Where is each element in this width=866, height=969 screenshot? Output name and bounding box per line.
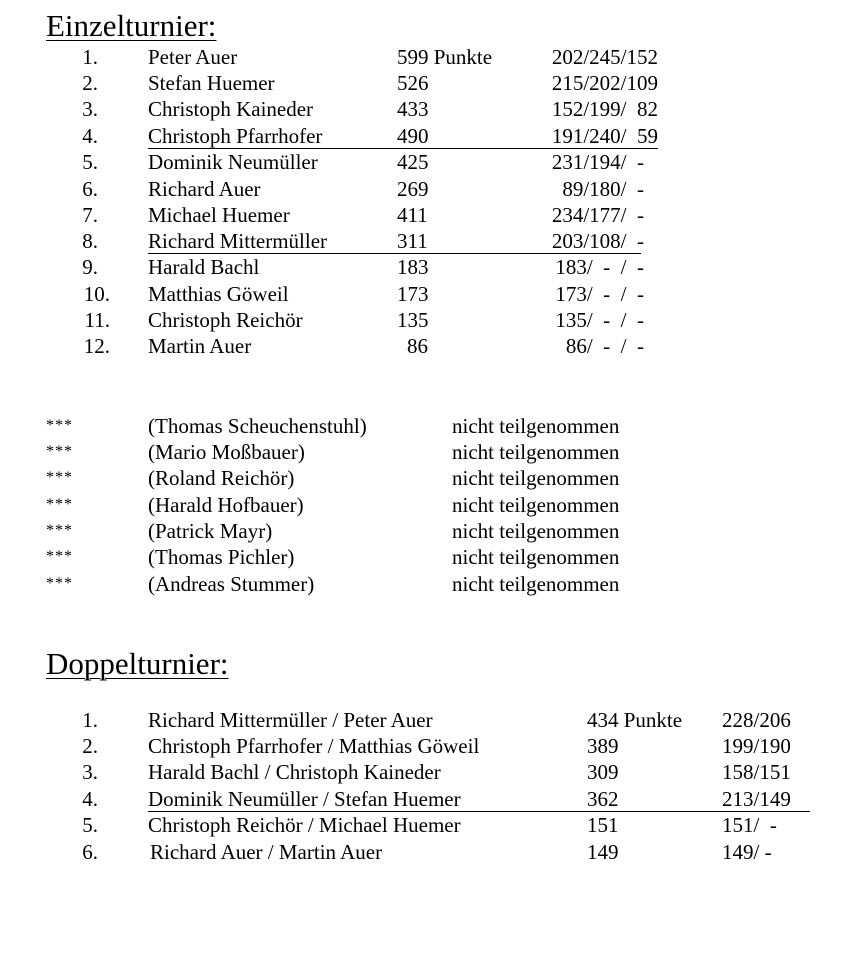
game-series: 86/ - / - <box>565 334 644 358</box>
game-series: 89/180/ - <box>562 177 644 201</box>
game-series: 183/ - / - <box>555 255 644 279</box>
absent-row <box>0 544 866 570</box>
absent-name: (Thomas Scheuchenstuhl) <box>148 414 367 438</box>
player-name: Richard Auer <box>148 177 261 201</box>
einzel-row <box>0 123 866 149</box>
rank: 1. <box>82 45 98 69</box>
doppel-row <box>0 786 866 812</box>
player-name: Christoph Reichör <box>148 308 303 332</box>
doppel-row <box>0 733 866 759</box>
absent-status: nicht teilgenommen <box>452 440 620 464</box>
marker: *** <box>46 443 73 460</box>
points: 309 <box>587 760 619 784</box>
points: 269 <box>397 177 429 201</box>
absent-name: (Thomas Pichler) <box>148 545 295 569</box>
doppel-row <box>0 759 866 785</box>
player-name: Dominik Neumüller <box>148 150 318 174</box>
game-series: 191/240/ 59 <box>551 124 658 148</box>
einzel-row <box>0 96 866 122</box>
absent-row <box>0 571 866 597</box>
game-series: 215/202/109 <box>551 71 658 95</box>
points: 311 <box>397 229 428 253</box>
points: 183 <box>397 255 429 279</box>
absent-row <box>0 492 866 518</box>
absent-status: nicht teilgenommen <box>452 572 620 596</box>
game-series: 213/149 <box>722 787 791 811</box>
marker: *** <box>46 496 73 513</box>
absent-status: nicht teilgenommen <box>452 519 620 543</box>
game-series: 202/245/152 <box>551 45 658 69</box>
player-name: Christoph Kaineder <box>148 97 314 121</box>
player-name: Matthias Göweil <box>148 282 289 306</box>
doppel-row <box>0 707 866 733</box>
points: 362 <box>587 787 619 811</box>
game-series: 152/199/ 82 <box>551 97 658 121</box>
player-name: Peter Auer <box>148 45 238 69</box>
points: 599 Punkte <box>397 45 493 69</box>
points: 425 <box>397 150 429 174</box>
marker: *** <box>46 417 73 434</box>
absent-status: nicht teilgenommen <box>452 545 620 569</box>
einzel-row <box>0 281 866 307</box>
rank: 6. <box>82 840 98 864</box>
rank: 4. <box>82 787 98 811</box>
marker: *** <box>46 469 73 486</box>
team-name: Richard Mittermüller / Peter Auer <box>148 708 433 732</box>
rank: 3. <box>82 760 98 784</box>
rank: 9. <box>82 255 98 279</box>
points: 149 <box>587 840 619 864</box>
rank: 7. <box>82 203 98 227</box>
doppel-row <box>0 812 866 838</box>
rank: 8. <box>82 229 98 253</box>
marker: *** <box>46 548 73 565</box>
einzel-row <box>0 202 866 228</box>
rank: 3. <box>82 97 98 121</box>
rank: 5. <box>82 150 98 174</box>
einzel-row <box>0 176 866 202</box>
absent-name: (Mario Moßbauer) <box>148 440 305 464</box>
game-series: 199/190 <box>722 734 791 758</box>
points: 135 <box>397 308 429 332</box>
team-name: Dominik Neumüller / Stefan Huemer <box>148 787 461 811</box>
points: 490 <box>397 124 429 148</box>
points: 173 <box>397 282 429 306</box>
rank: 4. <box>82 124 98 148</box>
game-series: 234/177/ - <box>551 203 644 227</box>
einzel-row <box>0 307 866 333</box>
player-name: Richard Mittermüller <box>148 229 328 253</box>
absent-status: nicht teilgenommen <box>452 466 620 490</box>
absent-row <box>0 439 866 465</box>
einzel-row <box>0 70 866 96</box>
rank: 10. <box>83 282 110 306</box>
rank: 5. <box>82 813 98 837</box>
points: 411 <box>397 203 428 227</box>
points: 86 <box>407 334 428 358</box>
points: 151 <box>587 813 619 837</box>
einzel-row <box>0 254 866 280</box>
absent-name: (Harald Hofbauer) <box>148 493 304 517</box>
game-series: 149/ - <box>722 840 772 864</box>
einzel-row <box>0 44 866 70</box>
game-series: 158/151 <box>722 760 791 784</box>
game-series: 151/ - <box>722 813 777 837</box>
game-series: 231/194/ - <box>551 150 644 174</box>
marker: *** <box>46 522 73 539</box>
doppel-row <box>0 839 866 865</box>
absent-row <box>0 518 866 544</box>
game-series: 173/ - / - <box>555 282 644 306</box>
team-name: Christoph Reichör / Michael Huemer <box>148 813 461 837</box>
absent-name: (Roland Reichör) <box>148 466 295 490</box>
absent-row <box>0 465 866 491</box>
game-series: 135/ - / - <box>555 308 644 332</box>
team-name: Harald Bachl / Christoph Kaineder <box>148 760 441 784</box>
einzel-row <box>0 228 866 254</box>
game-series: 203/108/ - <box>551 229 644 253</box>
absent-status: nicht teilgenommen <box>452 414 620 438</box>
player-name: Stefan Huemer <box>148 71 275 95</box>
absent-name: (Andreas Stummer) <box>148 572 315 596</box>
points: 526 <box>397 71 429 95</box>
rank: 11. <box>84 308 110 332</box>
absent-row <box>0 413 866 439</box>
absent-name: (Patrick Mayr) <box>148 519 273 543</box>
player-name: Harald Bachl <box>148 255 260 279</box>
marker: *** <box>46 575 73 592</box>
game-series: 228/206 <box>722 708 791 732</box>
points: 433 <box>397 97 429 121</box>
einzel-row <box>0 149 866 175</box>
points: 389 <box>587 734 619 758</box>
team-name: Christoph Pfarrhofer / Matthias Göweil <box>148 734 480 758</box>
rank: 6. <box>82 177 98 201</box>
player-name: Martin Auer <box>148 334 252 358</box>
player-name: Christoph Pfarrhofer <box>148 124 323 148</box>
rank: 2. <box>82 71 98 95</box>
rank: 1. <box>82 708 98 732</box>
section-title-einzelturnier: Einzelturnier: <box>46 8 217 43</box>
rank: 2. <box>82 734 98 758</box>
player-name: Michael Huemer <box>148 203 290 227</box>
absent-status: nicht teilgenommen <box>452 493 620 517</box>
team-name: Richard Auer / Martin Auer <box>150 840 383 864</box>
einzel-row <box>0 333 866 359</box>
points: 434 Punkte <box>587 708 683 732</box>
section-title-doppelturnier: Doppelturnier: <box>46 646 229 681</box>
rank: 12. <box>83 334 110 358</box>
